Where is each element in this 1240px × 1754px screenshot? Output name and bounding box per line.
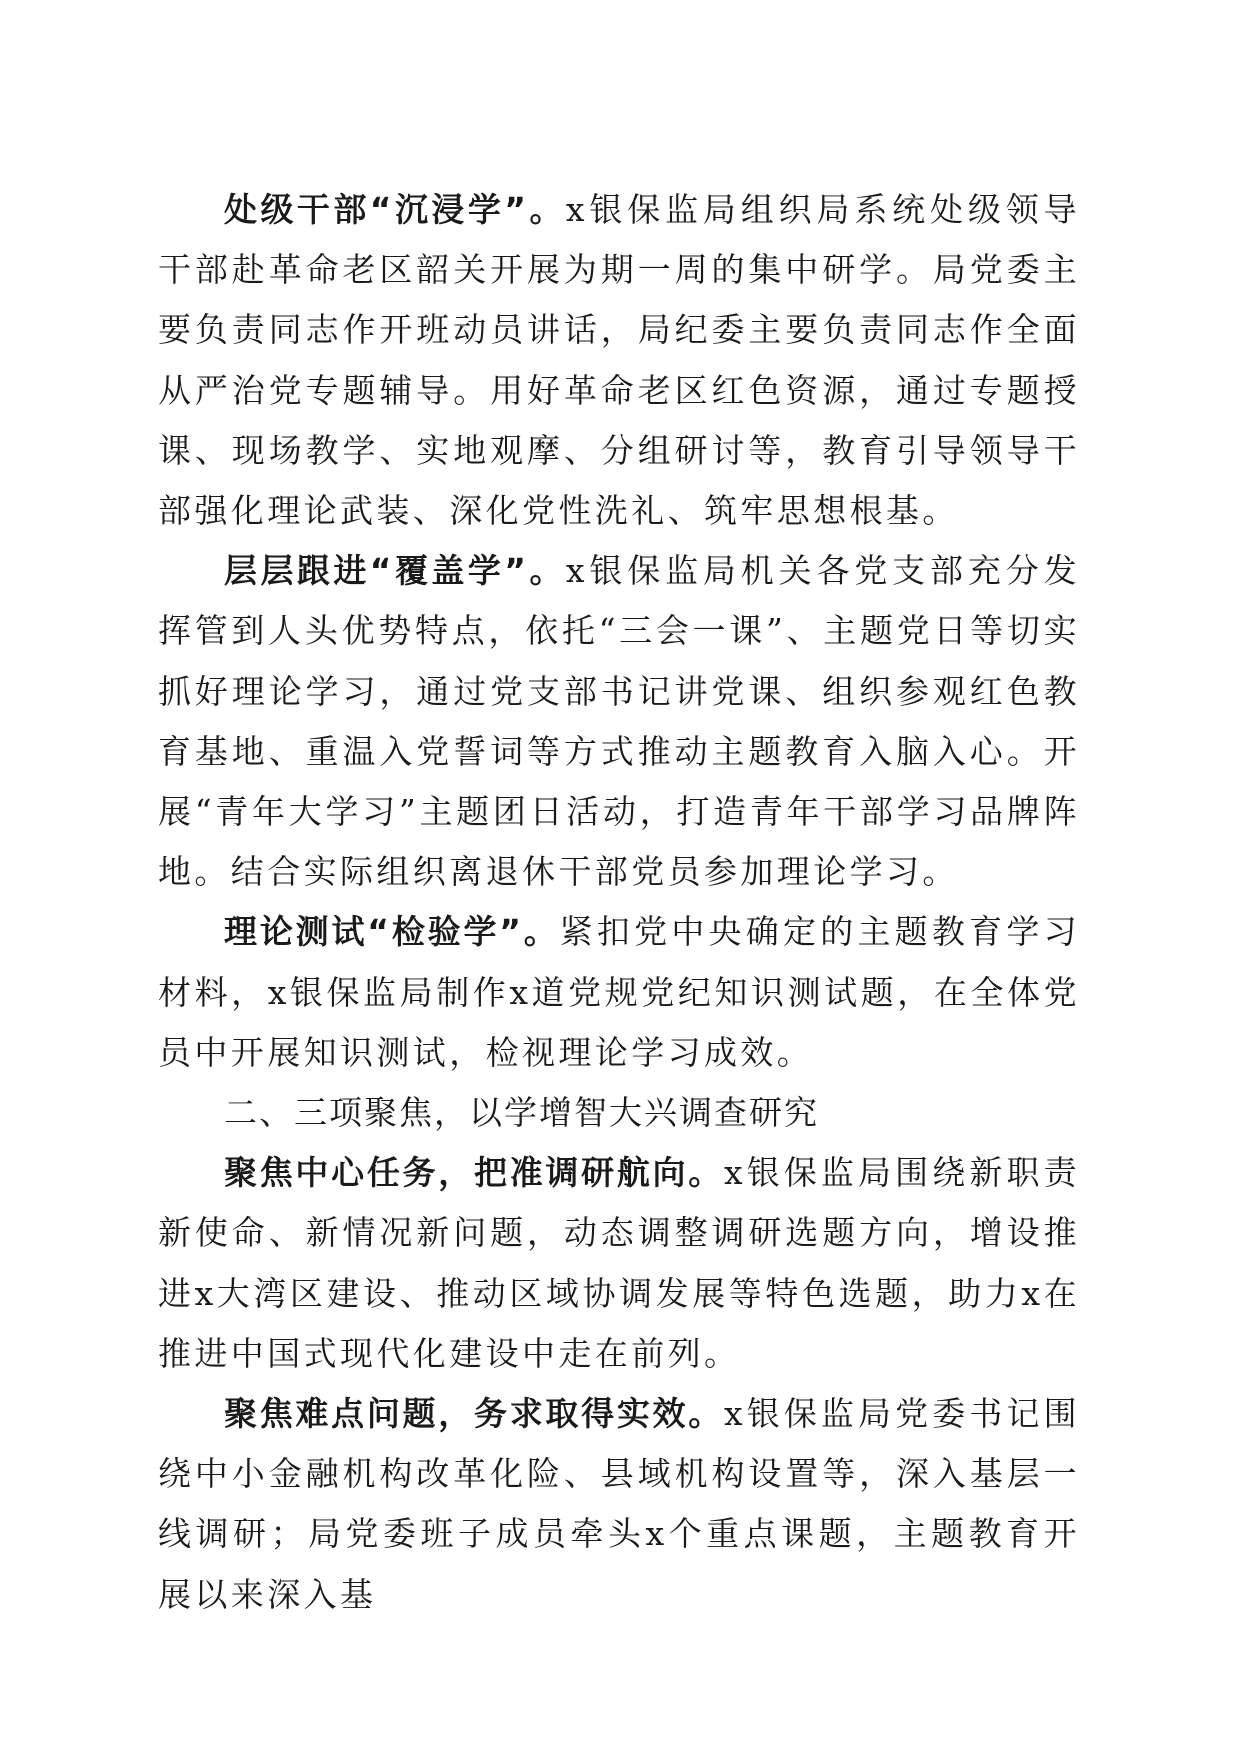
paragraph-4-lead: 聚焦中心任务，把准调研航向。 [224,1153,724,1193]
paragraph-2-text: x银保监局机关各党支部充分发挥管到人头优势特点，依托“三会一课”、主题党日等切实抓好理论学习，通过党支部书记讲党课、组织参观红色教育基地、重温入党誓词等方式推动主题教育入脑入心。开展“青年大学习”主题团日活动，打造青年干部学习品牌阵地。结合实际组织离退休干部党员参加理论学习。 [158,551,1080,892]
paragraph-4 [158,1143,1080,1384]
paragraph-2 [158,541,1080,902]
section-heading: 二、三项聚焦，以学增智大兴调查研究 [224,1093,819,1133]
paragraph-3 [158,902,1080,1083]
paragraph-5 [158,1384,1080,1625]
paragraph-5-text: x银保监局党委书记围绕中小金融机构改革化险、县域机构设置等，深入基层一线调研；局党委班子成员牵头x个重点课题，主题教育开展以来深入基 [158,1394,1080,1614]
paragraph-1-lead: 处级干部“沉浸学”。 [224,190,566,229]
paragraph-2-lead: 层层跟进“覆盖学”。 [224,551,566,591]
paragraph-1-text: x银保监局组织局系统处级领导干部赴革命老区韶关开展为期一周的集中研学。局党委主要负责同志作开班动员讲话，局纪委主要负责同志作全面从严治党专题辅导。用好革命老区红色资源，通过专题授课、现场教学、实地观摩、分组研讨等，教育引导领导干部强化理论武装、深化党性洗礼、筑牢思想根基。 [158,190,1080,531]
paragraph-5-lead: 聚焦难点问题，务求取得实效。 [224,1394,724,1434]
paragraph-1 [158,180,1080,541]
paragraph-3-text: 紧扣党中央确定的主题教育学习材料，x银保监局制作x道党规党纪知识测试题，在全体党员中开展知识测试，检视理论学习成效。 [158,912,1080,1072]
document-body [158,180,1080,1625]
paragraph-3-lead: 理论测试“检验学”。 [224,912,560,952]
paragraph-4-text: x银保监局围绕新职责新使命、新情况新问题，动态调整调研选题方向，增设推进x大湾区建设、推动区域协调发展等特色选题，助力x在推进中国式现代化建设中走在前列。 [158,1153,1080,1373]
